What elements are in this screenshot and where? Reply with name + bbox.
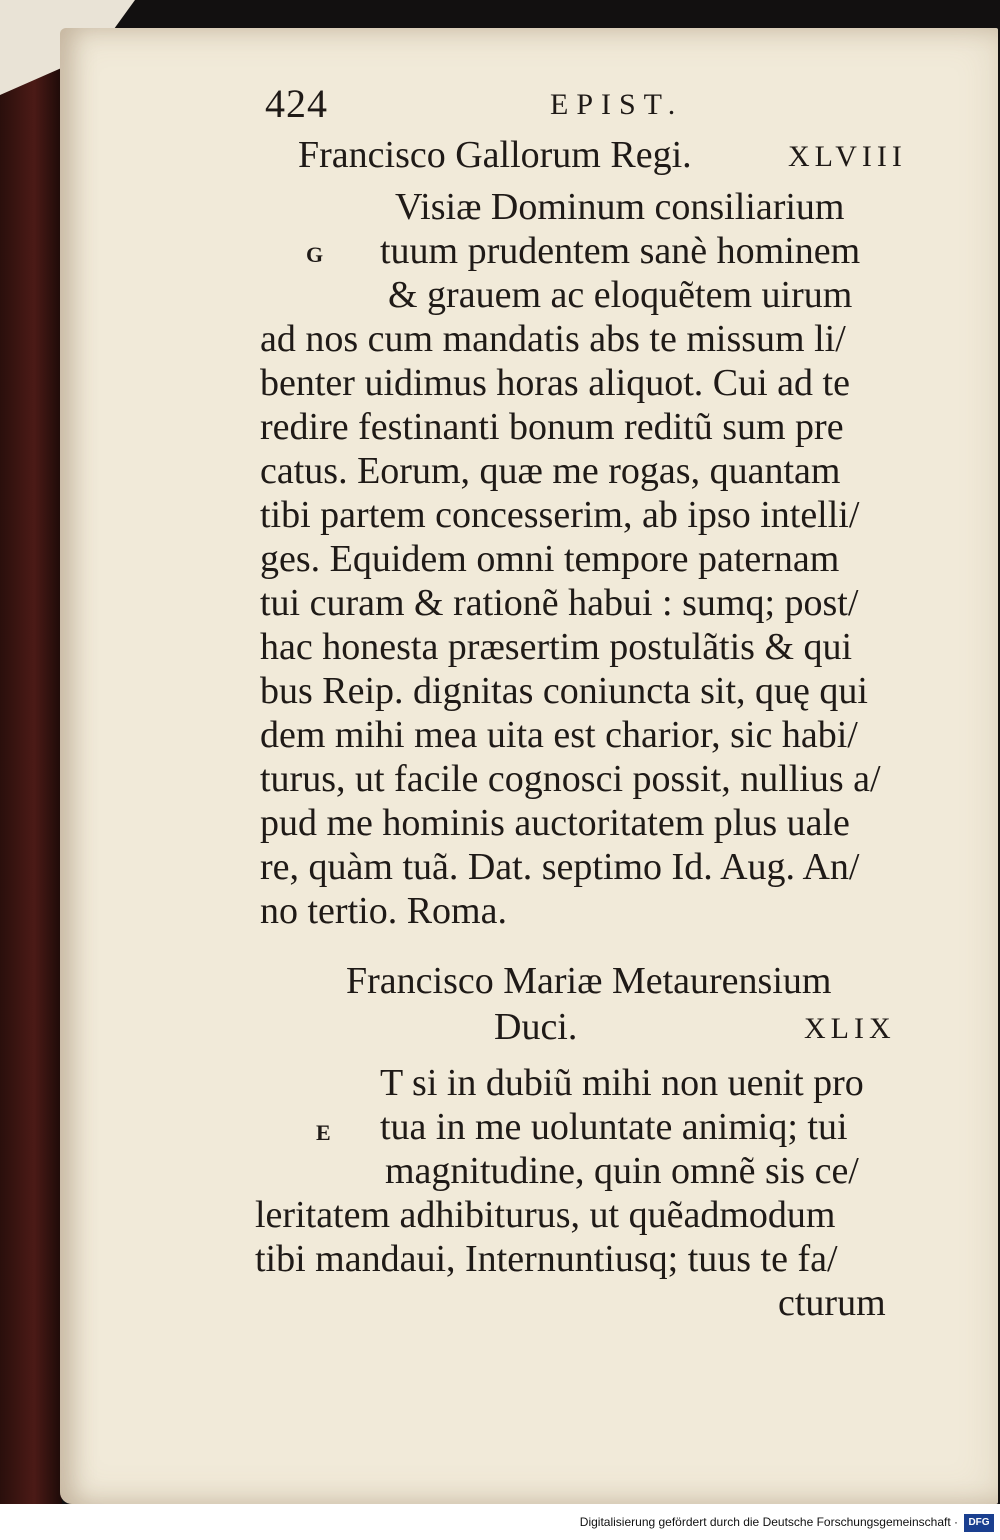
catchword: cturum — [778, 1282, 886, 1324]
text-line: tibi mandaui, Internuntiusq; tuus te fa/ — [255, 1238, 838, 1280]
text-line: tibi partem concesserim, ab ipso intelli/ — [260, 494, 860, 536]
text-line: T si in dubiũ mihi non uenit pro — [380, 1062, 864, 1104]
dfg-logo: DFG — [964, 1514, 994, 1532]
text-line: tuum prudentem sanè hominem — [380, 230, 861, 272]
text-line: magnitudine, quin omnẽ sis ce/ — [385, 1150, 859, 1192]
text-line: catus. Eorum, quæ me rogas, quantam — [260, 450, 841, 492]
text-line: dem mihi mea uita est charior, sic habi/ — [260, 714, 858, 756]
running-title: EPIST. — [550, 88, 684, 121]
page-number: 424 — [265, 81, 328, 126]
letter-heading-continued: Duci. — [494, 1006, 578, 1048]
text-line: pud me hominis auctoritatem plus uale — [260, 802, 850, 844]
text-line: & grauem ac eloquẽtem uirum — [388, 274, 853, 316]
digitization-credit: Digitalisierung gefördert durch die Deutsche Forschungsgemeinschaft · — [0, 1504, 1000, 1540]
text-line: ad nos cum mandatis abs te missum li/ — [260, 318, 846, 360]
text-line: bus Reip. dignitas coniuncta sit, quę qui — [260, 670, 868, 712]
book-page — [60, 28, 998, 1504]
drop-initial: G — [306, 242, 324, 267]
text-line: re, quàm tuã. Dat. septimo Id. Aug. An/ — [260, 846, 860, 888]
text-line: Visiæ Dominum consiliarium — [395, 186, 845, 228]
text-line: hac honesta præsertim postulãtis & qui — [260, 626, 853, 668]
text-line: no tertio. Roma. — [260, 890, 507, 932]
text-line: ges. Equidem omni tempore paternam — [260, 538, 840, 580]
text-line: turus, ut facile cognosci possit, nullius a/ — [260, 758, 881, 800]
letter-heading: Francisco Mariæ Metaurensium — [346, 960, 832, 1002]
text-line: tua in me uoluntate animiq; tui — [380, 1106, 848, 1148]
text-line: benter uidimus horas aliquot. Cui ad te — [260, 362, 850, 404]
letter-number: XLVIII — [788, 140, 907, 173]
text-line: redire festinanti bonum reditũ sum pre — [260, 406, 844, 448]
letter-number: XLIX — [804, 1012, 896, 1045]
drop-initial: E — [316, 1120, 331, 1145]
book-spine — [0, 60, 62, 1520]
text-line: leritatem adhibiturus, ut quẽadmodum — [255, 1194, 836, 1236]
text-line: tui curam & rationẽ habui : sumq; post/ — [260, 582, 859, 624]
letter-heading: Francisco Gallorum Regi. — [298, 134, 692, 176]
